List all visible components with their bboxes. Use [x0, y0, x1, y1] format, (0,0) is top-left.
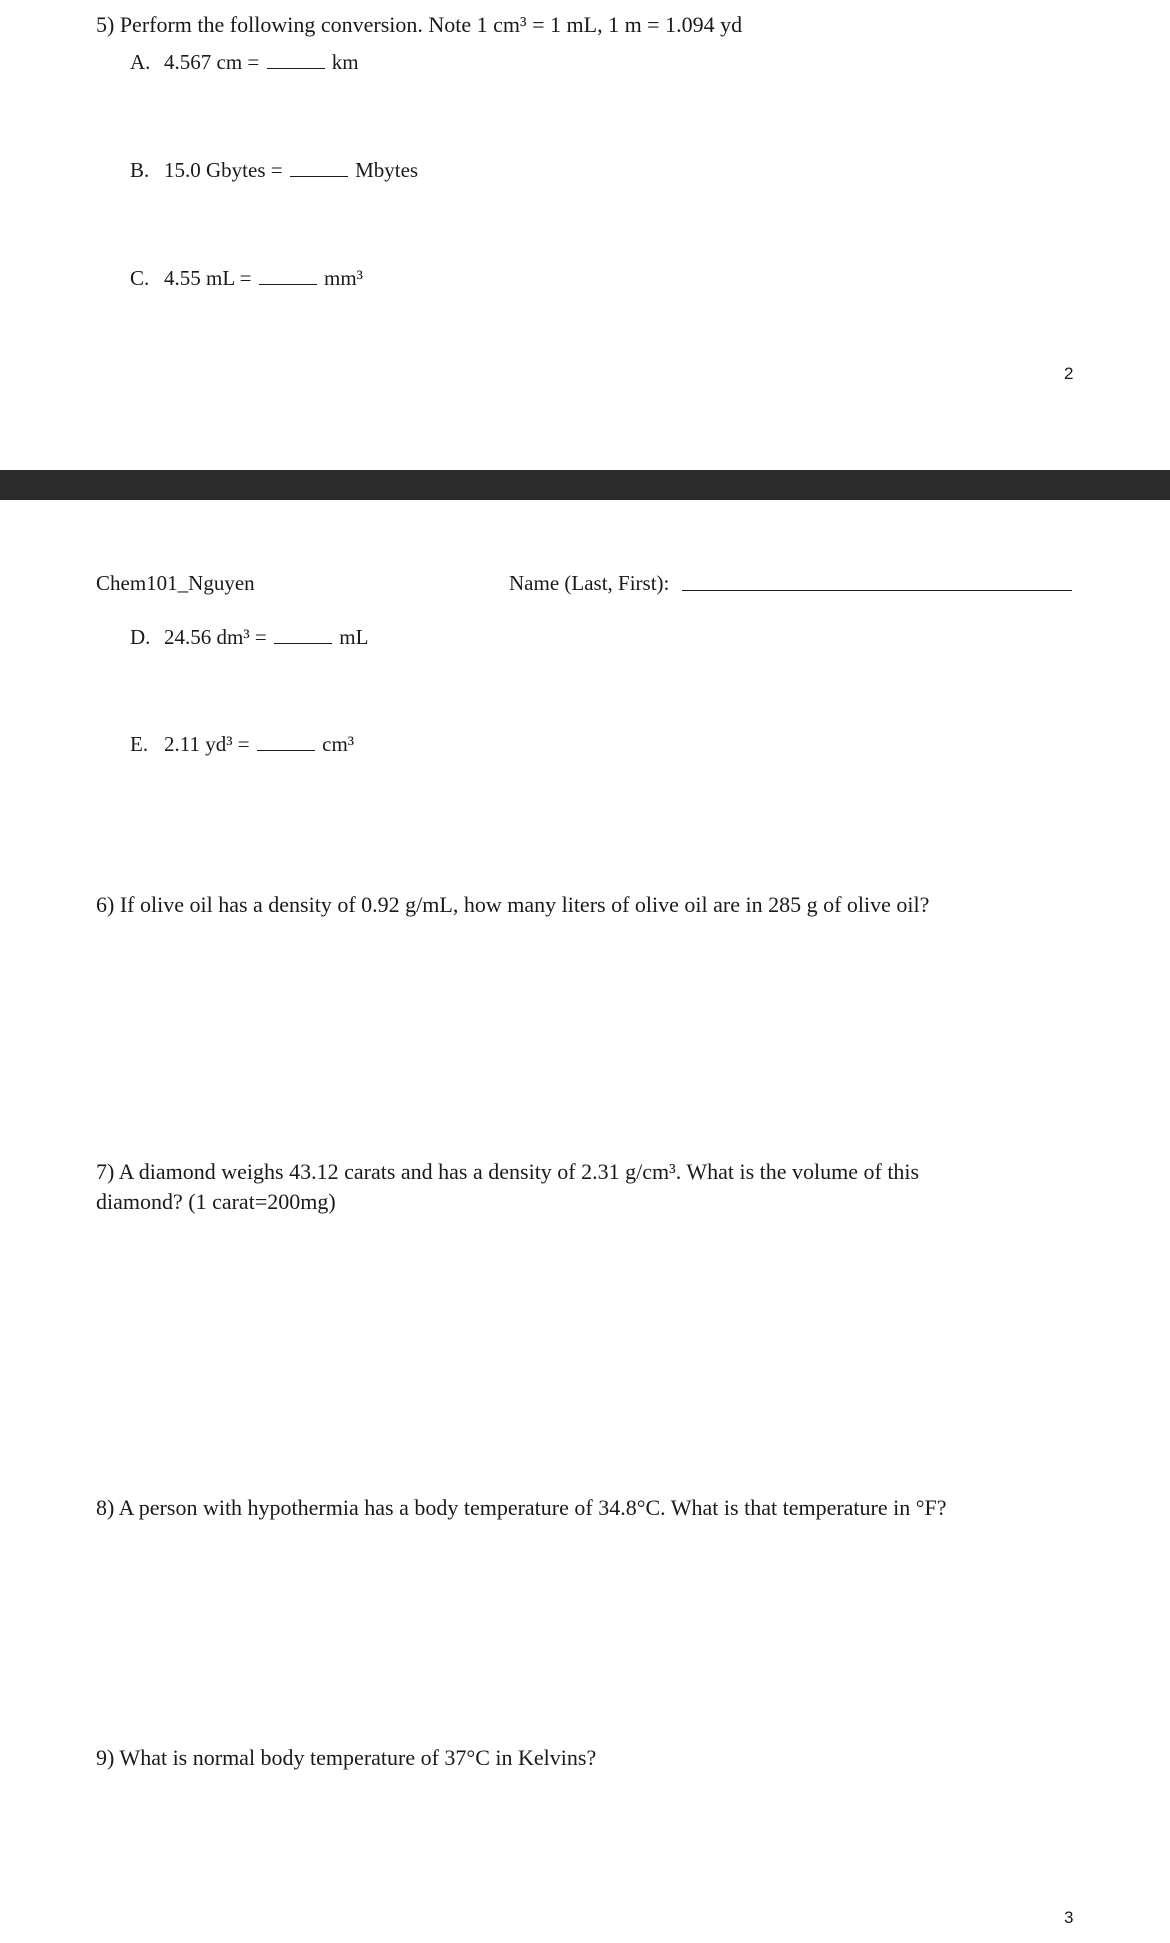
answer-blank: [259, 266, 317, 285]
name-label: Name (Last, First):: [509, 571, 670, 595]
conversion-item-b: [130, 157, 418, 183]
answer-blank: [267, 50, 325, 69]
item-letter: A.: [130, 50, 151, 74]
answer-blank: [274, 625, 332, 644]
conversion-item-d: [130, 624, 368, 650]
answer-blank: [257, 732, 315, 751]
page-separator: [0, 470, 1170, 500]
page-number: 2: [1064, 364, 1074, 383]
conversion-item-c: [130, 265, 363, 291]
item-expression: 2.11 yd³ =: [164, 732, 250, 756]
course-header: Chem101_Nguyen: [96, 571, 255, 595]
worksheet-page-3: [0, 500, 1170, 1943]
item-expression: 24.56 dm³ =: [164, 625, 267, 649]
item-unit: mL: [339, 625, 369, 649]
item-expression: 15.0 Gbytes =: [164, 158, 283, 182]
item-letter: C.: [130, 266, 150, 290]
page-number: 3: [1064, 1908, 1074, 1927]
question-7-prompt-line-1: 7) A diamond weighs 43.12 carats and has a density of 2.31 g/cm³. What is the volume of this: [96, 1159, 920, 1184]
item-letter: B.: [130, 158, 150, 182]
question-8-prompt: 8) A person with hypothermia has a body temperature of 34.8°C. What is that temperature in °F?: [96, 1495, 947, 1520]
name-blank: [682, 590, 1072, 591]
item-unit: km: [331, 50, 359, 74]
item-unit: mm³: [323, 266, 363, 290]
item-unit: Mbytes: [355, 158, 419, 182]
question-6-prompt: 6) If olive oil has a density of 0.92 g/mL, how many liters of olive oil are in 285 g of olive oil?: [96, 892, 930, 917]
answer-blank: [290, 158, 348, 177]
question-5-prompt: 5) Perform the following conversion. Note 1 cm³ = 1 mL, 1 m = 1.094 yd: [96, 12, 743, 37]
conversion-item-e: [130, 731, 354, 757]
item-expression: 4.567 cm =: [164, 50, 260, 74]
question-9-prompt: 9) What is normal body temperature of 37°C in Kelvins?: [96, 1745, 597, 1770]
item-unit: cm³: [322, 732, 355, 756]
item-expression: 4.55 mL =: [164, 266, 252, 290]
item-letter: D.: [130, 625, 151, 649]
conversion-item-a: [130, 49, 359, 75]
question-7-prompt-line-2: diamond? (1 carat=200mg): [96, 1189, 336, 1214]
item-letter: E.: [130, 732, 149, 756]
